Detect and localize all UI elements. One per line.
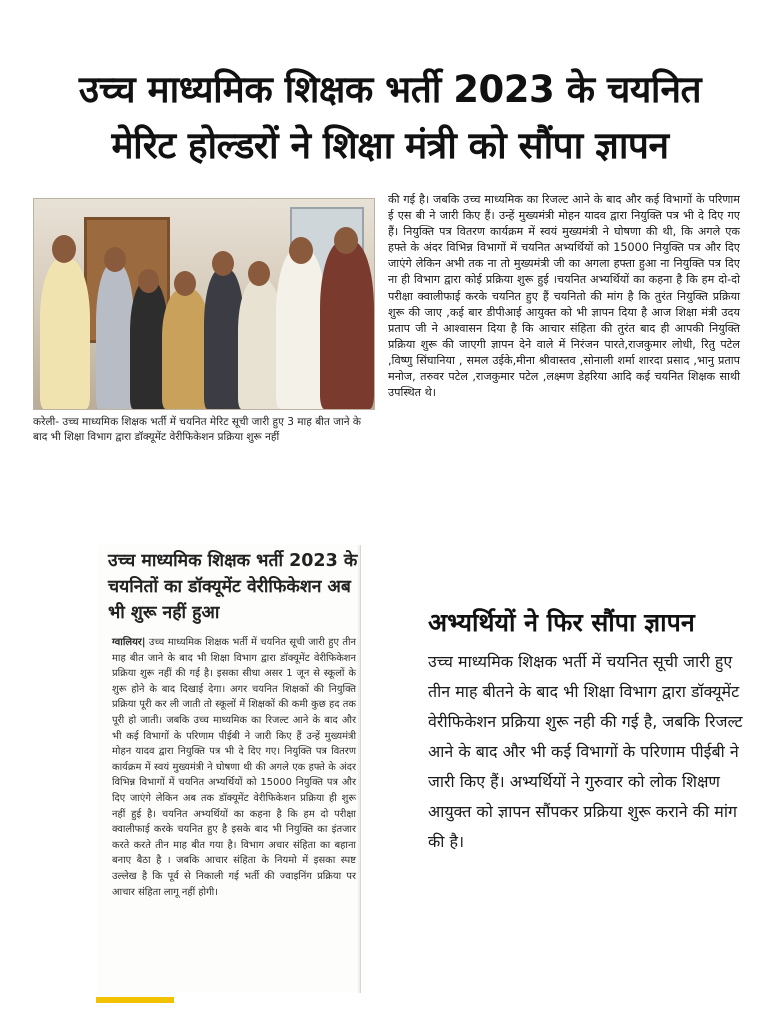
headline bbox=[30, 62, 750, 174]
photo-head bbox=[174, 271, 196, 296]
side-note-body: उच्च माध्यमिक शिक्षक भर्ती में चयनित सूची जारी हुए तीन माह बीतने के बाद भी शिक्षा विभाग द्वारा डॉक्यूमेंट वेरीफिकेशन प्रक्रिया शुरू नही की गई है, जबकि रिजल्ट आने के बाद और भी कई विभागों के परिणाम पीईबी ने जारी किए हैं। अभ्यर्थियों ने गुरुवार को लोक शिक्षण आयुक्त को ज्ञापन सौंपकर प्रक्रिया शुरू कराने की मांग की है। bbox=[428, 652, 743, 851]
side-note-title: अभ्यर्थियों ने फिर सौंपा ज्ञापन bbox=[428, 608, 695, 637]
photo-caption: करेली- उच्च माध्यमिक शिक्षक भर्ती में चयनित मेरिट सूची जारी हुए 3 माह बीत जाने के बाद भी शिक्षा विभाग द्वारा डॉक्यूमेंट वेरीफिकेशन प्रक्रिया शुरू नहीं bbox=[33, 416, 361, 443]
clipping-text: उच्च माध्यमिक शिक्षक भर्ती में चयनित सूची जारी हुए तीन माह बीत जाने के बाद भी शिक्षा विभाग द्वारा डॉक्यूमेंट वेरीफिकेशन प्रक्रिया शुरू नहीं की गई है। इसका सीधा असर 1 जून से स्कूलों के शुरू होने के बाद दिखाई देगा। अगर चयनित शिक्षकों की नियुक्ति प्रक्रिया पूरी कर ली जाती तो स्कूलों में शिक्षकों की कमी कुछ हद तक पूरी हो जाती। जबकि उच्च माध्यमिक का रिजल्ट आने के बाद और भी कई विभागों के परिणाम पीईबी ने जारी किए हैं उन्हें मुख्यमंत्री मोहन यादव द्वारा नियुक्ति पत्र भी दे दिए गए। नियुक्ति पत्र वितरण कार्यक्रम में स्वयं मुख्यमंत्री ने घोषणा थी की अगले एक हफ्ते के अंदर विभिन्न विभागों में चयनित अभ्यर्थियों को 15000 नियुक्ति पत्र और दिए जाएंगे लेकिन अब तक डॉक्यूमेंट वेरीफिकेशन प्रक्रिया ही शुरू नहीं हुई है। चयनित अभ्यर्थियों का कहना है कि हम दो परीक्षा क्वालीफाई करके चयनित हुए है इसके बाद भी नियुक्ति का इंतजार करते करते तीन माह बीत गया है। विभाग अचार संहिता का बहाना बनाए बैठा है । जबकि आचार संहिता के नियमो में इसका स्पष्ट उल्लेख है कि पूर्व से निकाली गई भर्ती की ज्वाइनिंग प्रक्रिया पर आचार संहिता लागू नहीं होगी। bbox=[112, 637, 356, 898]
photo-head bbox=[104, 247, 126, 272]
article-body: की गई है। जबकि उच्च माध्यमिक का रिजल्ट आने के बाद और कई विभागों के परिणाम ई एस बी ने जारी किए हैं। उन्हें मुख्यमंत्री मोहन यादव द्वारा नियुक्ति पत्र भी दे दिए गए हैं। नियुक्ति पत्र वितरण कार्यक्रम में स्वयं मुख्यमंत्री ने घोषणा की थी, कि अगले एक हफ्ते के अंदर विभिन्न विभागों में चयनित अभ्यर्थियों को 15000 नियुक्ति पत्र और दिए जाएंगे लेकिन अभी तक ना तो मुख्यमंत्री जी का अगला हफ्ता हुआ ना नियुक्ति पत्र दिए ना ही विभाग द्वारा कोई प्रक्रिया शुरू हुई ।चयनित अभ्यर्थियों का कहना है कि हम दो-दो परीक्षा क्वालीफाई करके चयनित हुए हैं चयनितो की मांग है कि तुरंत नियुक्ति प्रक्रिया शुरू की जाए ,कई बार डीपीआई आयुक्त को भी ज्ञापन दिया है आज शिक्षा मंत्री उदय प्रताप जी ने आश्वासन दिया है कि आचार संहिता की तुरंत बाद ही आपकी नियुक्ति प्रक्रिया शुरू की जाएगी ज्ञापन देने वाले में निरंजन पारते,राजकुमार लोधी, रितु पटेल ,विष्णु सिंघानिया , समल उईके,मीना श्रीवास्तव ,सोनाली शर्मा शारदा प्रसाद ,भानु प्रताप मनोज, तरुवर पटेल ,राजकुमार पटेल ,लक्ष्मण डेहरिया आदि कई चयनित शिक्षक साथी उपस्थित थे। bbox=[388, 193, 740, 400]
photo-head bbox=[52, 235, 76, 263]
headline-line-1: उच्च माध्यमिक शिक्षक भर्ती 2023 के चयनित bbox=[78, 68, 702, 111]
photo-person bbox=[162, 289, 210, 409]
accent-bar bbox=[96, 997, 174, 1003]
photo-head bbox=[289, 237, 313, 264]
photo-person bbox=[320, 241, 374, 409]
photo-head bbox=[334, 227, 358, 254]
headline-line-2: मेरिट होल्डरों ने शिक्षा मंत्री को सौंपा ज्ञापन bbox=[111, 124, 669, 167]
photo-head bbox=[212, 251, 234, 276]
photo-person bbox=[96, 264, 134, 409]
photo-person bbox=[40, 259, 90, 409]
photo-head bbox=[248, 261, 270, 286]
clipping-body bbox=[112, 635, 356, 900]
photo-head bbox=[138, 269, 159, 293]
clipping-title: उच्च माध्यमिक शिक्षक भर्ती 2023 के चयनितों का डॉक्यूमेंट वेरीफिकेशन अब भी शुरू नहीं हुआ bbox=[108, 551, 358, 623]
group-photo bbox=[33, 198, 375, 410]
clipping-place: ग्वालियर| bbox=[112, 637, 146, 648]
photo-person bbox=[276, 249, 326, 409]
